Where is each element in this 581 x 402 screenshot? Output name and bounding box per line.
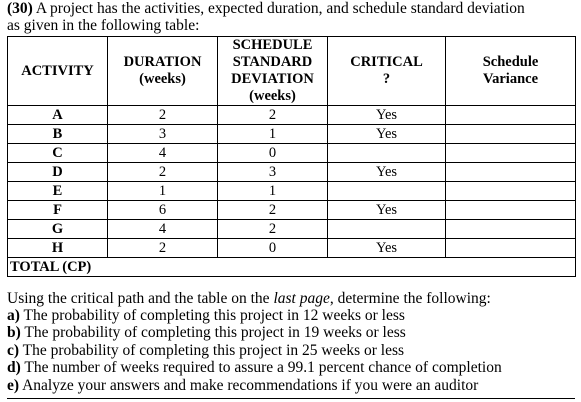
variance-cell <box>446 106 576 125</box>
table-total-row <box>8 258 576 277</box>
list-item <box>7 342 502 359</box>
total-sd-cell <box>218 258 328 277</box>
header-activity: ACTIVITY <box>8 37 108 106</box>
duration-cell: 2 <box>108 163 218 182</box>
list-item <box>7 377 502 394</box>
instruction-after: , determine the following: <box>329 290 491 307</box>
activity-cell: G <box>8 220 108 239</box>
list-item <box>7 324 502 341</box>
total-critical-cell <box>328 258 446 277</box>
question-letter: e) <box>7 376 20 394</box>
sd-cell: 1 <box>218 125 328 144</box>
question-letter: c) <box>7 341 20 359</box>
duration-cell: 4 <box>108 220 218 239</box>
critical-cell: Yes <box>328 163 446 182</box>
question-body: The probability of completing this project in 25 weeks or less <box>19 341 405 359</box>
sd-cell: 2 <box>218 106 328 125</box>
table-row <box>8 220 576 239</box>
sd-cell: 0 <box>218 239 328 258</box>
critical-cell <box>328 144 446 163</box>
table-row <box>8 125 576 144</box>
duration-cell: 4 <box>108 144 218 163</box>
sd-cell: 2 <box>218 201 328 220</box>
variance-cell <box>446 182 576 201</box>
duration-cell: 6 <box>108 201 218 220</box>
question-intro <box>7 0 577 34</box>
table-row <box>8 201 576 220</box>
header-variance: Schedule Variance <box>446 37 576 106</box>
variance-cell <box>446 163 576 182</box>
table-row <box>8 182 576 201</box>
duration-cell: 3 <box>108 125 218 144</box>
header-standard-deviation: SCHEDULE STANDARD DEVIATION (weeks) <box>218 37 328 106</box>
bottom-rule <box>7 398 575 399</box>
activity-cell: F <box>8 201 108 220</box>
instruction-text <box>7 290 491 307</box>
header-duration: DURATION (weeks) <box>108 37 218 106</box>
sd-cell: 2 <box>218 220 328 239</box>
activity-cell: C <box>8 144 108 163</box>
total-variance-cell <box>446 258 576 277</box>
question-body: The probability of completing this project in 12 weeks or less <box>19 307 405 324</box>
activity-table <box>7 36 576 277</box>
table-header-row <box>8 37 576 106</box>
question-number: (30) <box>7 0 33 17</box>
table-row <box>8 144 576 163</box>
critical-cell: Yes <box>328 125 446 144</box>
critical-cell <box>328 182 446 201</box>
question-list <box>7 307 502 394</box>
question-text-line1: A project has the activities, expected duration, and schedule standard deviation <box>32 0 525 17</box>
question-body: The probability of completing this project in 19 weeks or less <box>20 324 406 342</box>
critical-cell <box>328 220 446 239</box>
question-letter: a) <box>7 307 20 324</box>
sd-cell: 3 <box>218 163 328 182</box>
instruction-italic: last page <box>273 290 330 307</box>
variance-cell <box>446 220 576 239</box>
activity-cell: B <box>8 125 108 144</box>
duration-cell: 1 <box>108 182 218 201</box>
activity-cell: E <box>8 182 108 201</box>
critical-cell: Yes <box>328 106 446 125</box>
question-body: Analyze your answers and make recommendations if you were an auditor <box>19 376 479 394</box>
sd-cell: 1 <box>218 182 328 201</box>
duration-cell: 2 <box>108 239 218 258</box>
duration-cell: 2 <box>108 106 218 125</box>
critical-cell: Yes <box>328 201 446 220</box>
question-letter: b) <box>7 324 21 342</box>
variance-cell <box>446 201 576 220</box>
instruction-before: Using the critical path and the table on the <box>7 290 274 307</box>
variance-cell <box>446 125 576 144</box>
question-letter: d) <box>7 359 21 377</box>
table-row <box>8 163 576 182</box>
variance-cell <box>446 144 576 163</box>
list-item <box>7 359 502 376</box>
activity-cell: H <box>8 239 108 258</box>
table-row <box>8 239 576 258</box>
activity-cell: D <box>8 163 108 182</box>
critical-cell: Yes <box>328 239 446 258</box>
activity-cell: A <box>8 106 108 125</box>
list-item <box>7 307 502 324</box>
sd-cell: 0 <box>218 144 328 163</box>
question-text-line2: as given in the following table: <box>7 17 200 34</box>
variance-cell <box>446 239 576 258</box>
total-label: TOTAL (CP) <box>8 258 218 277</box>
header-critical: CRITICAL ? <box>328 37 446 106</box>
table-row <box>8 106 576 125</box>
question-body: The number of weeks required to assure a 99.1 percent chance of completion <box>20 359 502 377</box>
